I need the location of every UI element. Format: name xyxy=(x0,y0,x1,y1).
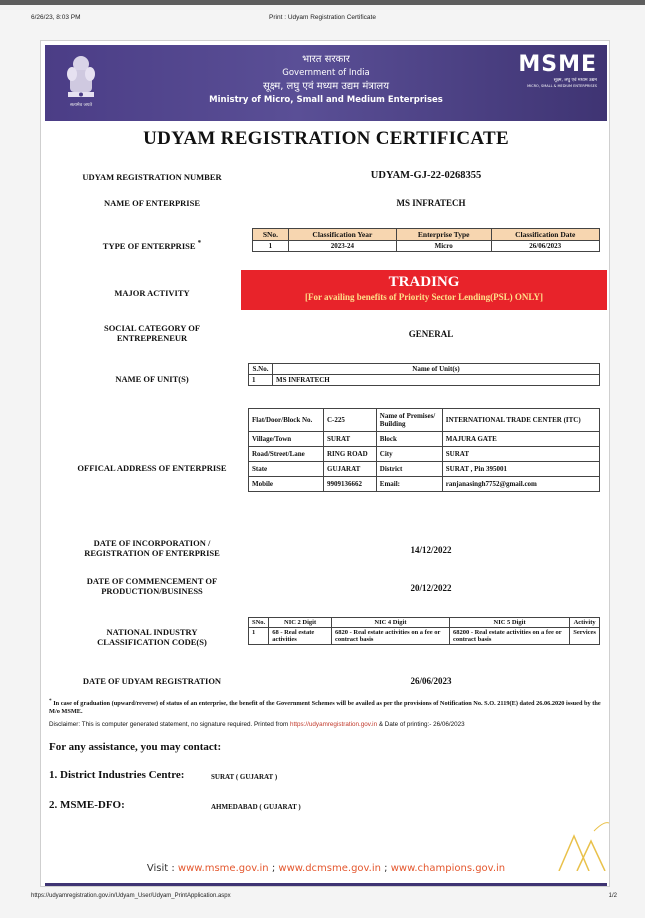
commencement-label-2: PRODUCTION/BUSINESS xyxy=(101,586,203,596)
nic-label-1: NATIONAL INDUSTRY xyxy=(106,627,198,637)
reg-number-label: UDYAM REGISTRATION NUMBER xyxy=(82,172,222,182)
table-cell: SURAT xyxy=(324,432,377,447)
table-row xyxy=(249,462,600,477)
footnote-text: In case of graduation (upward/reverse) of status of an enterprise, the benefit of the Government Schemes will be availed as per the provisions of Notification No. S.O. 2119(E) dated 26.06.2020 issued by the M/o MSME. xyxy=(49,700,601,716)
table-cell: 2023-24 xyxy=(288,241,396,252)
table-cell: ranjanasingh7752@gmail.com xyxy=(442,477,599,492)
table-header-cell: NIC 2 Digit xyxy=(269,618,332,628)
bottom-bar xyxy=(45,883,607,886)
nic-label-2: CLASSIFICATION CODE(S) xyxy=(97,637,207,647)
commencement-label-1: DATE OF COMMENCEMENT OF xyxy=(86,576,218,586)
table-cell: Services xyxy=(570,628,600,645)
table-cell: 68200 - Real estate activities on a fee or contract basis xyxy=(449,628,569,645)
footnote xyxy=(49,697,605,716)
print-url: https://udyamregistration.gov.in/Udyam_User/Udyam_PrintApplication.aspx xyxy=(31,893,231,899)
enterprise-name-label: NAME OF ENTERPRISE xyxy=(103,198,201,208)
udyam-date-label: DATE OF UDYAM REGISTRATION xyxy=(82,676,222,686)
banner-hindi-govt: भारत सरकार xyxy=(302,54,350,65)
social-category: GENERAL xyxy=(408,329,454,339)
incorporation-date: 14/12/2022 xyxy=(410,545,452,555)
certificate-page xyxy=(40,40,610,887)
type-label xyxy=(47,238,257,251)
table-cell: 9909136662 xyxy=(324,477,377,492)
social-category-label-2: ENTREPRENEUR xyxy=(116,333,188,343)
table-cell: 68 - Real estate activities xyxy=(269,628,332,645)
table-cell: City xyxy=(376,447,442,462)
certificate-title: UDYAM REGISTRATION CERTIFICATE xyxy=(143,128,509,149)
type-label-text: TYPE OF ENTERPRISE xyxy=(102,240,196,251)
print-footer xyxy=(0,893,645,905)
msme-logo-hindi: सूक्ष्म, लघु एवं मध्यम उद्यम xyxy=(553,78,597,83)
table-row xyxy=(249,447,600,462)
table-cell: Name of Premises/ Building xyxy=(376,409,442,432)
table-cell: INTERNATIONAL TRADE CENTER (ITC) xyxy=(442,409,599,432)
msme-logo-english: MICRO, SMALL & MEDIUM ENTERPRISES xyxy=(527,84,597,88)
incorporation-label-1: DATE OF INCORPORATION / xyxy=(93,538,211,548)
table-cell: Road/Street/Lane xyxy=(249,447,324,462)
print-datetime: 6/26/23, 8:03 PM xyxy=(31,14,81,21)
footer-separator: ; xyxy=(384,863,388,874)
type-label-star: * xyxy=(197,239,202,247)
incorporation-label xyxy=(47,538,257,558)
table-header-cell: NIC 4 Digit xyxy=(331,618,449,628)
disclaimer-link[interactable]: https://udyamregistration.gov.in xyxy=(290,721,378,728)
table-cell: GUJARAT xyxy=(324,462,377,477)
reg-number: UDYAM-GJ-22-0268355 xyxy=(370,170,482,181)
table-row xyxy=(253,241,600,252)
print-header xyxy=(0,14,645,28)
table-header-cell: Activity xyxy=(570,618,600,628)
footer-visit: Visit : xyxy=(146,863,175,874)
table-header-cell: NIC 5 Digit xyxy=(449,618,569,628)
table-cell: MS INFRATECH xyxy=(273,375,600,386)
banner-hindi-ministry: सूक्ष्म, लघु एवं मध्यम उद्यम मंत्रालय xyxy=(263,81,389,92)
top-bar xyxy=(0,0,645,5)
disclaimer-prefix: Disclaimer: This is computer generated statement, no signature required. Printed from xyxy=(49,721,289,728)
table-cell: SURAT , Pin 395001 xyxy=(442,462,599,477)
units-table xyxy=(248,363,600,386)
print-title: Print : Udyam Registration Certificate xyxy=(269,14,376,21)
table-cell: District xyxy=(376,462,442,477)
commencement-label xyxy=(47,576,257,596)
government-banner xyxy=(45,45,607,121)
table-header-cell: Name of Unit(s) xyxy=(273,364,600,375)
emblem-motto: सत्यमेव जयते xyxy=(69,103,93,108)
commencement-date: 20/12/2022 xyxy=(410,583,452,593)
table-cell: Flat/Door/Block No. xyxy=(249,409,324,432)
address-table xyxy=(248,408,600,492)
table-cell: Email: xyxy=(376,477,442,492)
table-cell: Village/Town xyxy=(249,432,324,447)
table-header-cell: Enterprise Type xyxy=(396,229,491,241)
contact-dfo-label: 2. MSME-DFO: xyxy=(49,799,125,811)
address-label: OFFICAL ADDRESS OF ENTERPRISE xyxy=(77,463,227,473)
table-row xyxy=(249,432,600,447)
table-header-cell: Classification Year xyxy=(288,229,396,241)
page-number: 1/2 xyxy=(608,893,617,899)
major-activity-box xyxy=(241,270,607,310)
social-category-label xyxy=(47,323,257,343)
banner-ministry: Ministry of Micro, Small and Medium Enterprises xyxy=(209,95,443,105)
enterprise-name: MS INFRATECH xyxy=(396,198,466,208)
footer-link-msme[interactable]: www.msme.gov.in xyxy=(177,863,269,874)
table-cell: RING ROAD xyxy=(324,447,377,462)
table-cell: SURAT xyxy=(442,447,599,462)
contact-dic-label: 1. District Industries Centre: xyxy=(49,769,185,781)
major-activity: TRADING xyxy=(388,274,460,290)
udyam-date: 26/06/2023 xyxy=(410,676,452,686)
table-cell: C-225 xyxy=(324,409,377,432)
incorporation-label-2: REGISTRATION OF ENTERPRISE xyxy=(84,548,220,558)
table-row xyxy=(249,409,600,432)
major-activity-note: [For availing benefits of Priority Sector Lending(PSL) ONLY] xyxy=(304,292,544,302)
contact-dfo-value: AHMEDABAD ( GUJARAT ) xyxy=(211,803,301,811)
footer-separator: ; xyxy=(271,863,276,874)
msme-logo xyxy=(507,53,597,93)
table-cell: Mobile xyxy=(249,477,324,492)
disclaimer xyxy=(49,721,605,729)
table-cell: Block xyxy=(376,432,442,447)
table-cell: State xyxy=(249,462,324,477)
table-row xyxy=(249,628,600,645)
table-header-cell: Classification Date xyxy=(491,229,600,241)
social-category-label-1: SOCIAL CATEGORY OF xyxy=(103,323,201,333)
major-activity-label: MAJOR ACTIVITY xyxy=(114,288,190,298)
table-header-cell: SNo. xyxy=(253,229,289,241)
table-cell: 26/06/2023 xyxy=(491,241,600,252)
table-cell: 6820 - Real estate activities on a fee or contract basis xyxy=(331,628,449,645)
table-row xyxy=(249,477,600,492)
footer-link-champions[interactable]: www.champions.gov.in xyxy=(390,863,506,874)
contact-dic-value: SURAT ( GUJARAT ) xyxy=(211,773,278,781)
table-header-cell: S.No. xyxy=(249,364,273,375)
classification-table xyxy=(252,228,600,252)
footnote-star: * xyxy=(49,698,52,704)
table-cell: 1 xyxy=(249,375,273,386)
table-cell: 1 xyxy=(253,241,289,252)
table-cell: Micro xyxy=(396,241,491,252)
footer-links xyxy=(41,854,610,884)
table-row xyxy=(249,375,600,386)
units-label: NAME OF UNIT(S) xyxy=(115,374,189,384)
table-header-cell: SNo. xyxy=(249,618,269,628)
msme-logo-word: MSME xyxy=(518,52,597,77)
nic-label xyxy=(47,627,257,647)
nic-table xyxy=(248,617,600,645)
table-cell: 1 xyxy=(249,628,269,645)
assistance-heading: For any assistance, you may contact: xyxy=(49,741,222,753)
footer-link-dcmsme[interactable]: www.dcmsme.gov.in xyxy=(278,863,381,874)
banner-govt: Government of India xyxy=(282,68,370,78)
table-cell: MAJURA GATE xyxy=(442,432,599,447)
disclaimer-suffix: & Date of printing:- 26/06/2023 xyxy=(378,721,465,728)
